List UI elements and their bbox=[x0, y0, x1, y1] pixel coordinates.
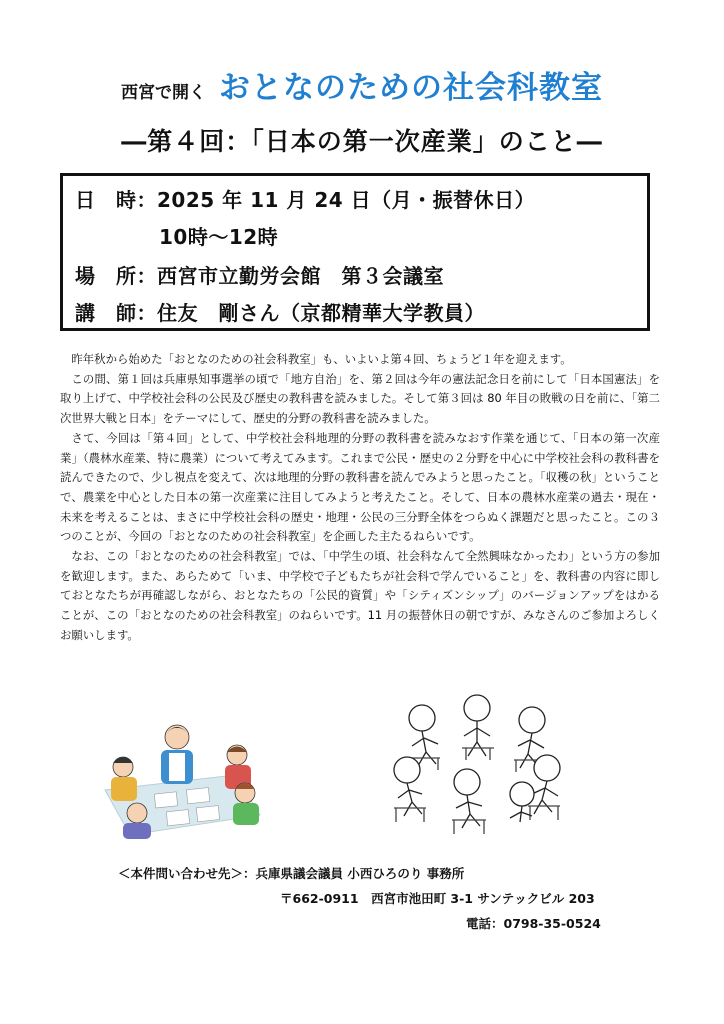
place-line: 場 所：西宮市立勤労会館 第３会議室 bbox=[75, 264, 444, 288]
study-group-illustration bbox=[95, 715, 265, 840]
page-title: おとなのための社会科教室 bbox=[219, 70, 604, 106]
time-line: 10時～12時 bbox=[159, 225, 279, 249]
title-prefix: 西宮で開く bbox=[120, 83, 206, 103]
body-text bbox=[60, 350, 660, 646]
contact-phone: 電話：0798-35-0524 bbox=[466, 916, 601, 931]
figure-bottom-right bbox=[510, 782, 534, 822]
discussion-circle-illustration bbox=[382, 690, 582, 835]
paragraph: この間、第１回は兵庫県知事選挙の頃で「地方自治」を、第２回は今年の憲法記念日を前にして「日本国憲法」を取り上げて、中学校社会科の公民及び歴史の教科書を読みました。そして第３回は 80 年目の敗戦の日を前に、「第二次世界大戦と日本」をテーマにして、歴史的分野の教科書を読みました。 bbox=[60, 371, 660, 426]
event-info-box bbox=[60, 173, 650, 331]
figure-left bbox=[394, 757, 426, 822]
figure-bottom bbox=[452, 769, 486, 834]
lecturer-line: 講 師：住友 剛さん（京都精華大学教員） bbox=[75, 301, 485, 325]
contact-address: 〒662-0911 西宮市池田町 3-1 サンテックビル 203 bbox=[280, 891, 595, 906]
date-line: 日 時：2025 年 11 月 24 日（月・振替休日） bbox=[75, 188, 536, 212]
paragraph: さて、今回は「第４回」として、中学校社会科地理的分野の教科書を読みなおす作業を通じて、「日本の第一次産業」（農林水産業、特に農業）について考えてみます。これまで公民・歴史の２分野を中心に中学校社会科の教科書を読んできたので、少し視点を変えて、次は地理的分野の教科書を読んでみようと思ったこと。「収穫の秋」ということで、農業を中心とした日本の第一次産業に注目してみようと考えたこと。そして、日本の農林水産業の過去・現在・未来を考えることは、まさに中学校社会科の歴史・地理・公民の三分野全体をつらぬく課題だと思ったこと。この３つのことが、今回の「おとなのための社会科教室」を企画した主たるねらいです。 bbox=[60, 430, 660, 544]
page-subtitle: ―第４回：「日本の第一次産業」のこと― bbox=[121, 127, 603, 156]
title-row bbox=[0, 62, 724, 107]
paragraph: なお、この「おとなのための社会科教室」では、「中学生の頃、社会科なんて全然興味なかったわ」という方の参加を歓迎します。また、あらためて「いま、中学校で子どもたちが社会科で学んでいること」を、教科書の内容に即しておとなたちが再確認しながら、おとなたちの「公民的資質」や「シティズンシップ」のバージョンアップをはかることが、この「おとなのための社会科教室」のねらいです。11 月の振替休日の朝ですが、みなさんのご参加よろしくお願いします。 bbox=[60, 549, 660, 642]
paragraph: 昨年秋から始めた「おとなのための社会科教室」も、いよいよ第４回、ちょうど１年を迎えます。 bbox=[71, 352, 572, 366]
contact-heading: ＜本件問い合わせ先＞：兵庫県議会議員 小西ひろのり 事務所 bbox=[118, 866, 465, 881]
figure-top bbox=[462, 695, 494, 760]
